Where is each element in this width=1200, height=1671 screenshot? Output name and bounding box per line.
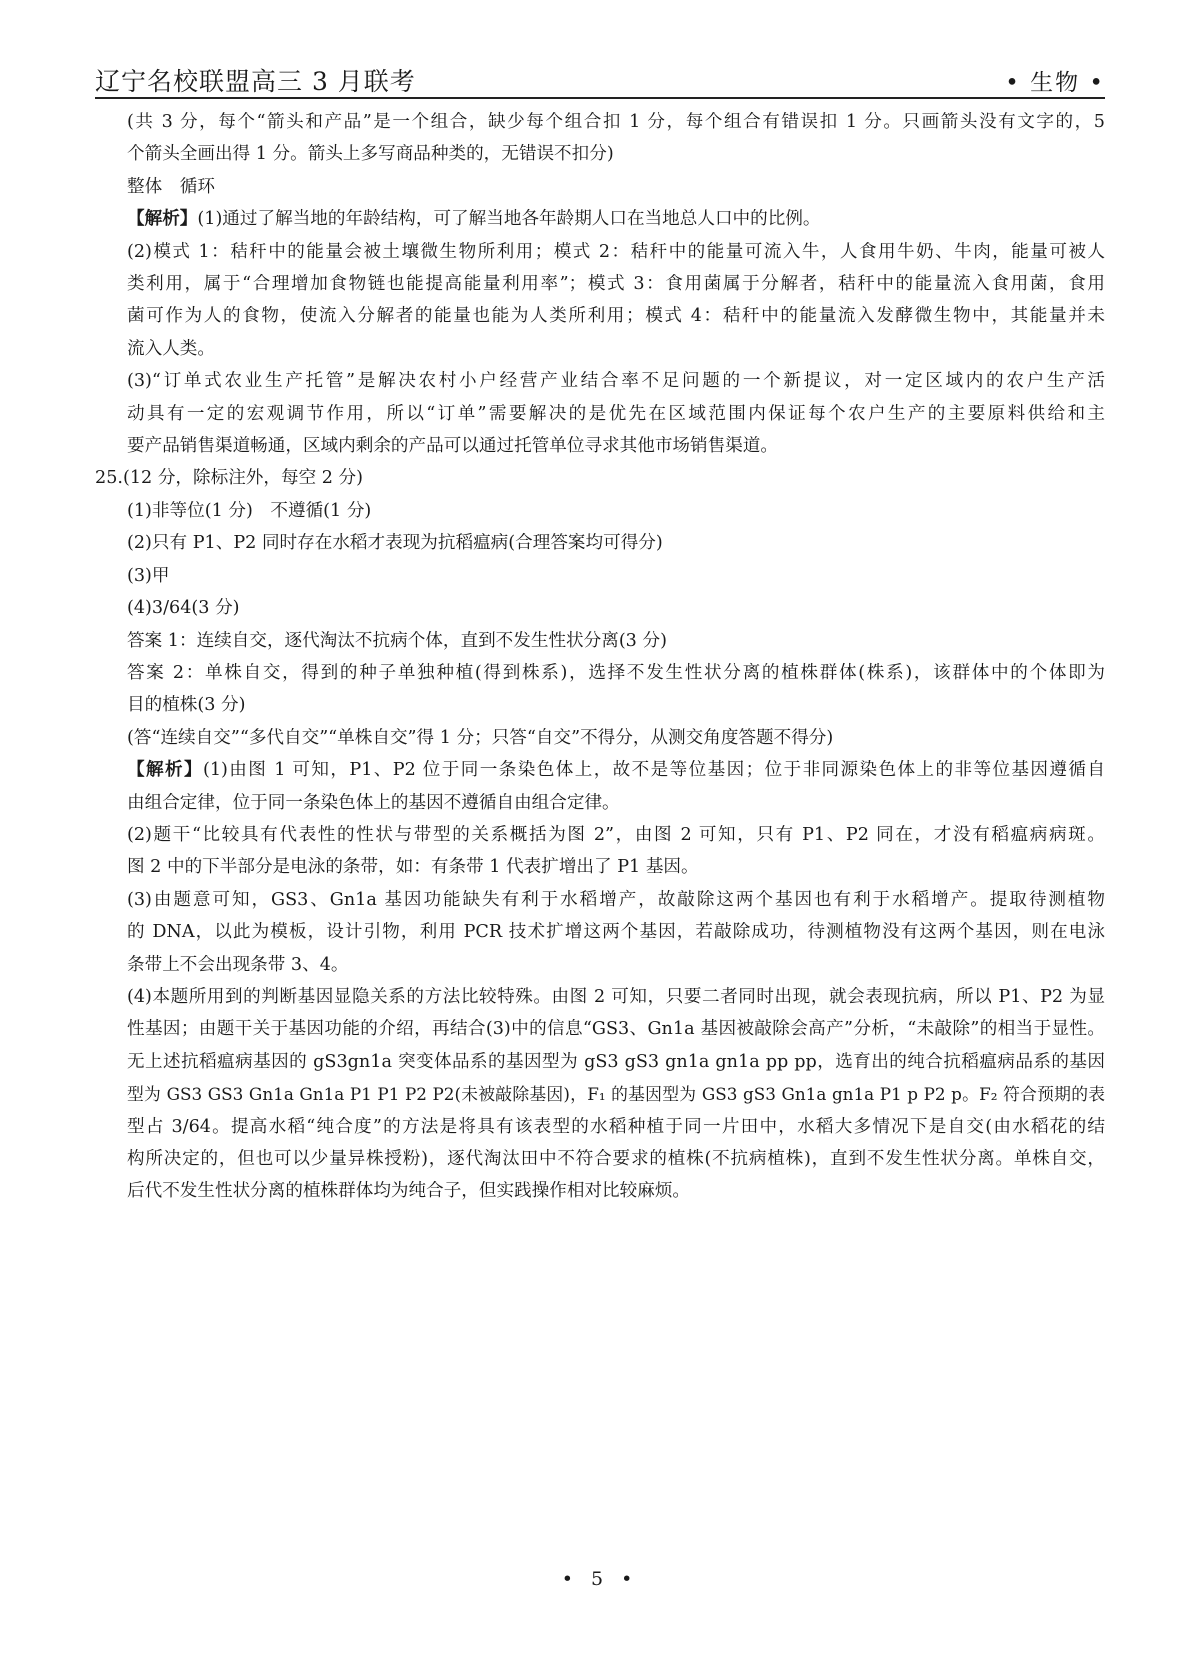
text-line [95, 981, 1105, 1013]
text-line [95, 462, 1105, 494]
text-line [95, 560, 1105, 592]
line-text: (3)甲 [127, 565, 170, 586]
line-text: (答“连续自交”“多代自交”“单株自交”得 1 分；只答“自交”不得分，从测交角度答题不得分) [127, 727, 834, 748]
header-divider [95, 97, 1105, 99]
text-line [95, 1046, 1105, 1078]
header-title: 辽宁名校联盟高三 3 月联考 [95, 67, 416, 96]
text-line [95, 722, 1105, 754]
analysis-label: 【解析】 [127, 759, 203, 781]
text-line [95, 203, 1105, 235]
line-text: 性基因；由题干关于基因功能的介绍，再结合(3)中的信息“GS3、Gn1a 基因被敲除会高产”分析，“未敲除”的相当于显性。 [127, 1019, 1105, 1040]
text-line [95, 819, 1105, 851]
text-line [95, 884, 1105, 916]
answer-content [95, 106, 1105, 1208]
line-text: 答案 1：连续自交，逐代淘汰不抗病个体，直到不发生性状分离(3 分) [127, 630, 667, 651]
line-text: 个箭头全画出得 1 分。箭头上多写商品种类的，无错误不扣分) [127, 144, 614, 165]
line-text: (1)非等位(1 分) 不遵循(1 分) [127, 500, 372, 521]
page-number: • 5 • [561, 1568, 639, 1590]
line-text: 由组合定律，位于同一条染色体上的基因不遵循自由组合定律。 [127, 792, 620, 813]
text-line [95, 1078, 1105, 1110]
line-text: (3)“订单式农业生产托管”是解决农村小户经营产业结合率不足问题的一个新提议，对一定区域内的农户生产活 [127, 371, 1105, 392]
line-text: 条带上不会出现条带 3、4。 [127, 954, 349, 975]
line-text: (2)只有 P1、P2 同时存在水稻才表现为抗稻瘟病(合理答案均可得分) [127, 533, 663, 554]
text-line [95, 300, 1105, 332]
text-line [95, 398, 1105, 430]
line-text: 型为 GS3 GS3 Gn1a Gn1a P1 P1 P2 P2(未被敲除基因)，F₁ 的基因型为 GS3 gS3 Gn1a gn1a P1 p P2 p。F₂ 符合预期的表 [127, 1084, 1105, 1105]
line-text: (4)本题所用到的判断基因显隐关系的方法比较特殊。由图 2 可知，只要二者同时出现，就会表现抗病，所以 P1、P2 为显 [127, 986, 1105, 1007]
analysis-label: 【解析】 [127, 208, 198, 230]
line-text: 构所决定的，但也可以少量异株授粉)，逐代淘汰田中不符合要求的植株(不抗病植株)，直到不发生性状分离。单株自交， [127, 1149, 1105, 1169]
text-line [95, 657, 1105, 689]
line-text: 流入人类。 [127, 338, 215, 359]
line-text: 动具有一定的宏观调节作用，所以“订单”需要解决的是优先在区域范围内保证每个农户生产的主要原料供给和主 [127, 403, 1105, 424]
line-text: (1)由图 1 可知，P1、P2 位于同一条染色体上，故不是等位基因；位于非同源染色体上的非等位基因遵循自 [202, 760, 1105, 781]
text-line [95, 171, 1105, 203]
text-line [95, 527, 1105, 559]
text-line [95, 268, 1105, 300]
line-text: (1)通过了解当地的年龄结构，可了解当地各年龄期人口在当地总人口中的比例。 [197, 209, 821, 230]
text-line [95, 333, 1105, 365]
text-line [95, 1111, 1105, 1143]
line-text: 25.(12 分，除标注外，每空 2 分) [95, 468, 364, 489]
line-text: 答案 2：单株自交，得到的种子单独种植(得到株系)，选择不发生性状分离的植株群体(株系)，该群体中的个体即为 [127, 662, 1105, 683]
text-line [95, 236, 1105, 268]
text-line [95, 851, 1105, 883]
text-line [95, 106, 1105, 138]
text-line [95, 592, 1105, 624]
text-line [95, 949, 1105, 981]
line-text: 整体 循环 [127, 176, 215, 197]
text-line [95, 625, 1105, 657]
line-text: 的 DNA，以此为模板，设计引物，利用 PCR 技术扩增这两个基因，若敲除成功，待测植物没有这两个基因，则在电泳 [127, 922, 1105, 943]
text-line [95, 754, 1105, 786]
text-line [95, 495, 1105, 527]
line-text: (共 3 分，每个“箭头和产品”是一个组合，缺少每个组合扣 1 分，每个组合有错误扣 1 分。只画箭头没有文字的，5 [127, 112, 1105, 132]
line-text: 要产品销售渠道畅通，区域内剩余的产品可以通过托管单位寻求其他市场销售渠道。 [127, 436, 778, 457]
text-line [95, 916, 1105, 948]
line-text: 型占 3/64。提高水稻“纯合度”的方法是将具有该表型的水稻种植于同一片田中，水稻大多情况下是自交(由水稻花的结 [127, 1116, 1105, 1137]
text-line [95, 787, 1105, 819]
line-text: (3)由题意可知，GS3、Gn1a 基因功能缺失有利于水稻增产，故敲除这两个基因也有利于水稻增产。提取待测植物 [127, 889, 1105, 910]
text-line [95, 365, 1105, 397]
page-header [95, 62, 1105, 98]
text-line [95, 689, 1105, 721]
text-line [95, 430, 1105, 462]
text-line [95, 138, 1105, 170]
line-text: (2)模式 1：秸秆中的能量会被土壤微生物所利用；模式 2：秸秆中的能量可流入牛，人食用牛奶、牛肉，能量可被人 [127, 241, 1105, 262]
line-text: (4)3/64(3 分) [127, 598, 240, 619]
line-text: 菌可作为人的食物，使流入分解者的能量也能为人类所利用；模式 4：秸秆中的能量流入发酵微生物中，其能量并未 [127, 306, 1105, 327]
header-subject: • 生物 • [1005, 70, 1105, 96]
line-text: 类利用，属于“合理增加食物链也能提高能量利用率”；模式 3：食用菌属于分解者，秸秆中的能量流入食用菌，食用 [127, 274, 1105, 295]
line-text: (2)题干“比较具有代表性的性状与带型的关系概括为图 2”，由图 2 可知，只有 P1、P2 同在，才没有稻瘟病病斑。 [127, 824, 1105, 845]
text-line [95, 1143, 1105, 1175]
text-line [95, 1175, 1105, 1207]
line-text: 无上述抗稻瘟病基因的 gS3gn1a 突变体品系的基因型为 gS3 gS3 gn1a gn1a pp pp，选育出的纯合抗稻瘟病品系的基因 [127, 1051, 1105, 1072]
line-text: 后代不发生性状分离的植株群体均为纯合子，但实践操作相对比较麻烦。 [127, 1181, 691, 1202]
line-text: 目的植株(3 分) [127, 695, 246, 716]
text-line [95, 1013, 1105, 1045]
line-text: 图 2 中的下半部分是电泳的条带，如：有条带 1 代表扩增出了 P1 基因。 [127, 857, 699, 878]
